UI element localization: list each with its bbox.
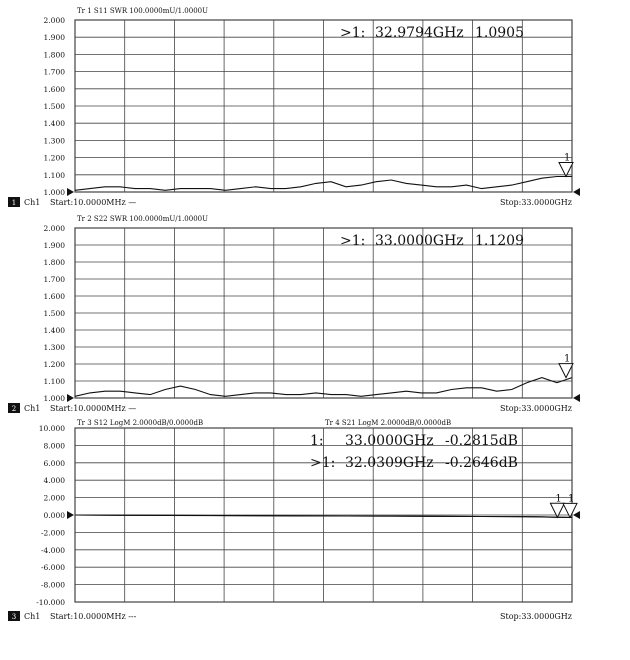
y-tick-label: 1.400 bbox=[43, 326, 65, 335]
y-tick-label: 1.600 bbox=[43, 84, 65, 94]
y-tick-label: 1.900 bbox=[43, 33, 65, 43]
trace-label: Tr 2 S22 SWR 100.0000mU/1.0000U bbox=[77, 215, 209, 223]
channel-label: Ch1 bbox=[24, 404, 41, 413]
marker-value: -0.2646dB bbox=[445, 455, 518, 471]
trace-label-2: Tr 4 S21 LogM 2.0000dB/0.0000dB bbox=[325, 419, 452, 427]
y-tick-label: 1.500 bbox=[43, 102, 65, 111]
marker-flag-label: 1 bbox=[564, 152, 571, 164]
channel-label: Ch1 bbox=[24, 612, 41, 621]
marker-frequency: 33.0000GHz bbox=[345, 433, 434, 449]
y-tick-label: 1.100 bbox=[43, 377, 65, 386]
marker-frequency: 32.9794GHz bbox=[375, 25, 464, 41]
marker-flag-label: 1 bbox=[555, 493, 562, 505]
marker-flag-label: 1 bbox=[568, 493, 575, 505]
y-tick-label: 2.000 bbox=[43, 16, 65, 25]
y-tick-label: 10.000 bbox=[38, 424, 65, 433]
marker-id: >1: bbox=[310, 455, 336, 471]
start-frequency-label: Start:10.0000MHz — bbox=[50, 198, 137, 207]
y-tick-label: 6.000 bbox=[43, 458, 65, 468]
marker-id: >1: bbox=[340, 233, 366, 249]
marker-id: >1: bbox=[340, 25, 366, 41]
channel-badge-number: 3 bbox=[11, 613, 17, 621]
y-tick-label: 1.700 bbox=[43, 67, 65, 77]
channel-label: Ch1 bbox=[24, 198, 41, 207]
reference-arrow-left bbox=[67, 394, 74, 402]
reference-arrow-right bbox=[573, 511, 580, 519]
y-tick-label: 4.000 bbox=[43, 476, 65, 486]
marker-triangle bbox=[559, 364, 573, 378]
start-frequency-label: Start:10.0000MHz — bbox=[50, 404, 137, 413]
stop-frequency-label: Stop:33.0000GHz bbox=[500, 198, 572, 207]
y-tick-label: 1.300 bbox=[43, 343, 65, 352]
y-tick-label: 1.000 bbox=[43, 188, 65, 197]
reference-arrow-left bbox=[67, 188, 74, 196]
y-tick-label: 1.200 bbox=[43, 360, 65, 369]
y-tick-label: -10.000 bbox=[36, 598, 65, 607]
y-tick-label: 1.500 bbox=[43, 309, 65, 318]
marker-frequency: 32.0309GHz bbox=[345, 455, 434, 471]
y-tick-label: 1.600 bbox=[43, 292, 65, 301]
y-tick-label: 1.800 bbox=[43, 50, 65, 60]
reference-arrow-left bbox=[67, 511, 74, 519]
stop-frequency-label: Stop:33.0000GHz bbox=[500, 612, 572, 621]
channel-badge-number: 1 bbox=[11, 199, 17, 207]
y-tick-label: 1.800 bbox=[43, 258, 65, 267]
y-tick-label: -6.000 bbox=[40, 563, 65, 573]
marker-value: -0.2815dB bbox=[445, 433, 518, 449]
y-tick-label: 0.000 bbox=[43, 511, 65, 520]
y-tick-label: 1.300 bbox=[43, 136, 65, 146]
y-tick-label: 1.700 bbox=[43, 275, 65, 284]
y-tick-label: -2.000 bbox=[40, 528, 65, 538]
y-tick-label: 1.100 bbox=[43, 170, 65, 180]
marker-value: 1.1209 bbox=[475, 233, 524, 249]
trace-label: Tr 3 S12 LogM 2.0000dB/0.0000dB bbox=[77, 419, 204, 427]
y-tick-label: 1.000 bbox=[43, 394, 65, 403]
stop-frequency-label: Stop:33.0000GHz bbox=[500, 404, 572, 413]
start-frequency-label: Start:10.0000MHz --- bbox=[50, 612, 137, 621]
y-tick-label: 2.000 bbox=[43, 493, 65, 503]
y-tick-label: -4.000 bbox=[40, 545, 65, 555]
trace-label: Tr 1 S11 SWR 100.0000mU/1.0000U bbox=[77, 7, 209, 15]
y-tick-label: 2.000 bbox=[43, 224, 65, 233]
marker-flag-label: 1 bbox=[564, 353, 571, 365]
y-tick-label: 1.400 bbox=[43, 119, 65, 129]
y-tick-label: 1.200 bbox=[43, 153, 65, 163]
marker-value: 1.0905 bbox=[475, 25, 524, 41]
y-tick-label: 1.900 bbox=[43, 241, 65, 250]
marker-frequency: 33.0000GHz bbox=[375, 233, 464, 249]
marker-id: 1: bbox=[310, 433, 324, 449]
y-tick-label: 8.000 bbox=[43, 441, 65, 451]
reference-arrow-right bbox=[573, 394, 580, 402]
channel-badge-number: 2 bbox=[11, 405, 17, 413]
y-tick-label: -8.000 bbox=[40, 580, 65, 590]
reference-arrow-right bbox=[573, 188, 580, 196]
